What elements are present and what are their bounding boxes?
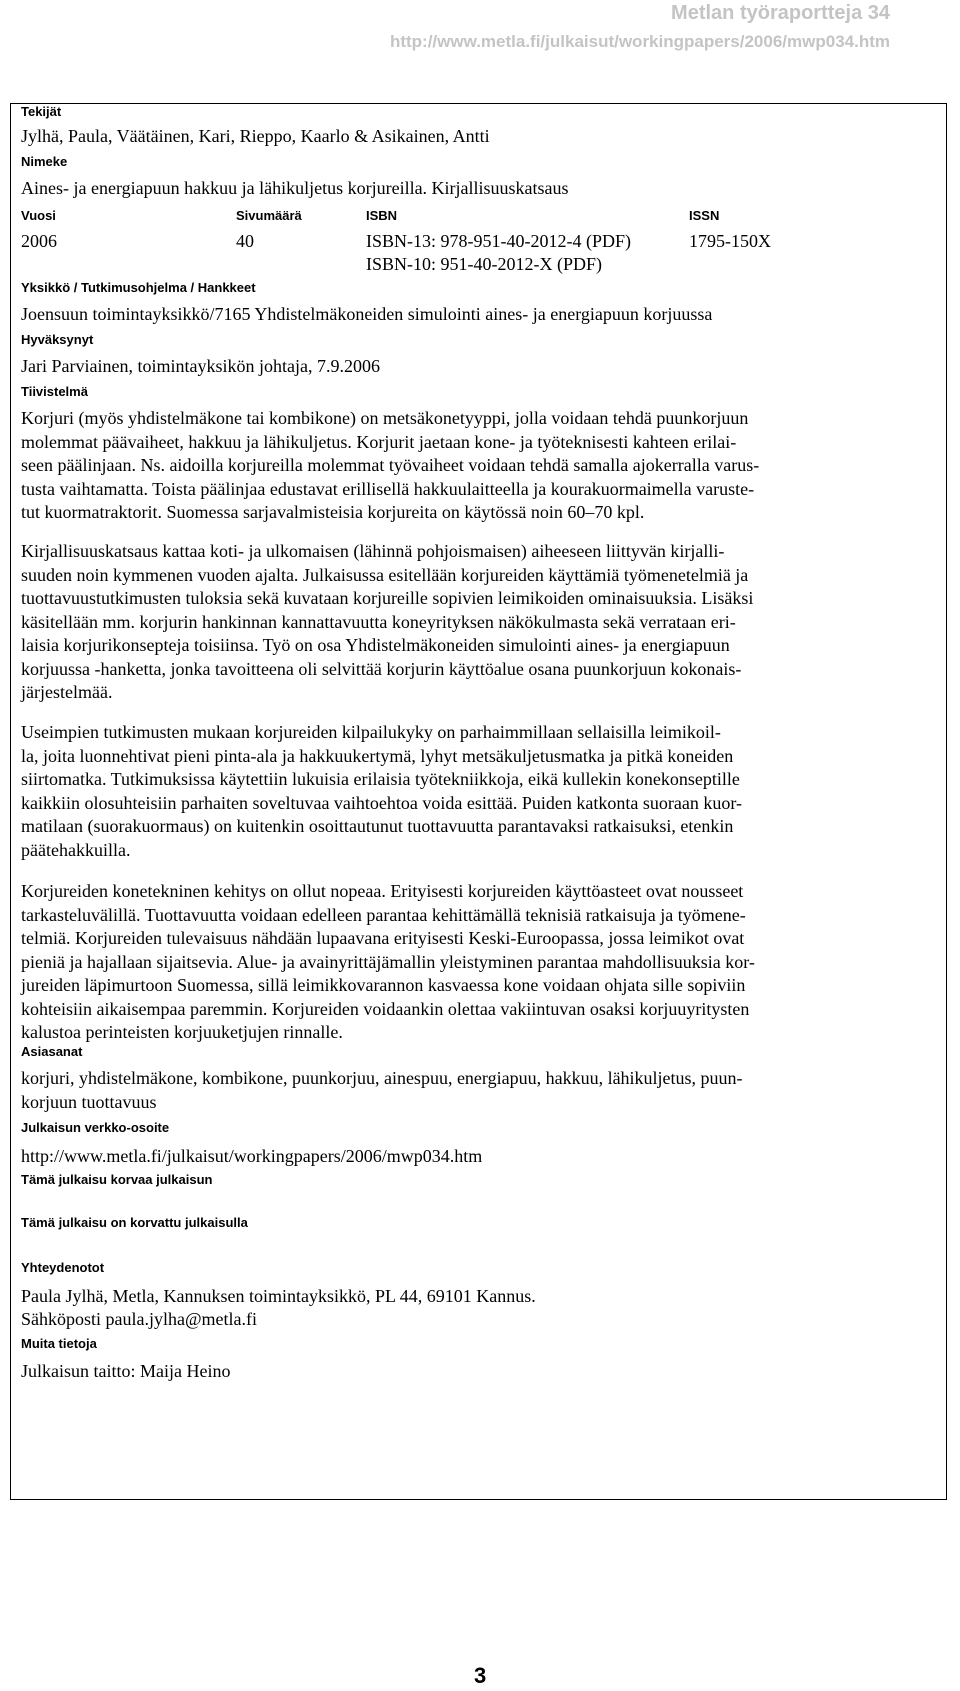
year-label: Vuosi <box>21 208 56 223</box>
isbn-13: ISBN-13: 978-951-40-2012-4 (PDF) <box>366 231 631 251</box>
title-value: Aines- ja energiapuun hakkuu ja lähikuljetus korjureilla. Kirjallisuuskatsaus <box>21 178 569 198</box>
pages-label: Sivumäärä <box>236 208 302 223</box>
web-address-value[interactable]: http://www.metla.fi/julkaisut/workingpapers/2006/mwp034.htm <box>21 1146 483 1166</box>
isbn-label: ISBN <box>366 208 398 223</box>
contact-label: Yhteydenotot <box>21 1260 105 1275</box>
replaced-by-label: Tämä julkaisu on korvattu julkaisulla <box>21 1215 248 1230</box>
approved-value: Jari Parviainen, toimintayksikön johtaja, 7.9.2006 <box>21 356 380 376</box>
issn-value: 1795-150X <box>689 231 771 251</box>
abstract-label: Tiivistelmä <box>21 384 88 399</box>
series-title: Metlan työraportteja 34 <box>671 2 890 24</box>
title-label: Nimeke <box>21 154 68 169</box>
pages-value: 40 <box>236 231 254 251</box>
abstract-paragraph-3: Useimpien tutkimusten mukaan korjureiden kilpailukyky on parhaimmillaan sellaisilla leimikoil- la, joita luonnehtivat pieni pinta-ala ja hakkuukertymä, lyhyt metsäkuljetusmatka ja pitkä koneiden siirtomatka. Tutkimuksissa käytettiin lukuisia erilaisia työtekniikkoja, eikä kullekin konekonseptille kaikkiin olosuhteisiin parhaiten soveltuvaa vaihtoehtoa voida esittää. Puiden katkonta suoraan kuor- matilaan (suorakuormaus) on kuitenkin osoittautunut tuottavuutta parantavaksi ratkaisuksi, etenkin päätehakkuilla. <box>21 722 742 860</box>
approved-label: Hyväksynyt <box>21 332 94 347</box>
year-value: 2006 <box>21 231 57 251</box>
web-address-label: Julkaisun verkko-osoite <box>21 1120 170 1135</box>
abstract-paragraph-1: Korjuri (myös yhdistelmäkone tai kombikone) on metsäkonetyyppi, jolla voidaan tehdä puunkorjuun molemmat päävaiheet, hakkuu ja lähikuljetus. Korjurit jaetaan kone- ja työteknisesti kahteen erilai- seen päälinjaan. Ns. aidoilla korjureilla molemmat työvaiheet voidaan tehdä samalla ajokerralla varus- tusta vaihtamatta. Toista päälinjaa edustavat erillisellä hakkuulaitteella ja kourakuormaimella varuste- tut kuormatraktorit. Suomessa sarjavalmisteisia korjureita on käytössä noin 60–70 kpl. <box>21 408 760 522</box>
abstract-paragraph-4: Korjureiden konetekninen kehitys on ollut nopeaa. Erityisesti korjureiden käyttöasteet ovat nousseet tarkasteluvälillä. Tuottavuutta voidaan edelleen parantaa kehittämällä teknisiä ratkaisuja ja työmene- telmiä. Korjureiden tulevaisuus nähdään lupaavana erityisesti Keski-Euroopassa, jossa leimikot ovat pieniä ja hajallaan sijaitsevia. Alue- ja avainyrittäjämallin yleistyminen parantaa mahdollisuuksia kor- jureiden läpimurtoon Suomessa, sillä leimikkovarannon kasvaessa kone voidaan ohjata sille sopiviin kohteisiin aikaisempaa paremmin. Korjureiden voidaankin olettaa vakiintuvan osaksi korjuuyritysten kalustoa perinteisten korjuuketjujen rinnalle. <box>21 881 755 1042</box>
abstract-paragraph-2: Kirjallisuuskatsaus kattaa koti- ja ulkomaisen (lähinnä pohjoismaisen) aiheeseen liittyvän kirjalli- suuden noin kymmenen vuoden ajalta. Julkaisussa esitellään korjureiden käyttämiä työmenetelmiä ja tuottavuustutkimusten tuloksia sekä kuvataan korjureille sopivien leimikoiden ominaisuuksia. Lisäksi käsitellään mm. korjurin hankinnan kannattavuutta koneyrityksen näkökulmasta sekä verrataan eri- laisia korjurikonsepteja toisiinsa. Työ on osa Yhdistelmäkoneiden simulointi aines- ja energiapuun korjuussa -hanketta, jonka tavoitteena oli selvittää korjurin käyttöalue osana puunkorjuun kokonais- järjestelmää. <box>21 541 754 702</box>
other-info-label: Muita tietoja <box>21 1336 97 1351</box>
authors-label: Tekijät <box>21 104 62 119</box>
page-number: 3 <box>474 1663 487 1688</box>
authors-value: Jylhä, Paula, Väätäinen, Kari, Rieppo, Kaarlo & Asikainen, Antti <box>21 126 490 146</box>
contact-line-2: Sähköposti paula.jylha@metla.fi <box>21 1309 258 1329</box>
unit-value: Joensuun toimintayksikkö/7165 Yhdistelmäkoneiden simulointi aines- ja energiapuun korjuussa <box>21 304 713 324</box>
header-url: http://www.metla.fi/julkaisut/workingpapers/2006/mwp034.htm <box>389 32 890 51</box>
contact-line-1: Paula Jylhä, Metla, Kannuksen toimintayksikkö, PL 44, 69101 Kannus. <box>21 1286 536 1306</box>
unit-label: Yksikkö / Tutkimusohjelma / Hankkeet <box>21 280 256 295</box>
other-info-value: Julkaisun taitto: Maija Heino <box>21 1361 231 1381</box>
issn-label: ISSN <box>689 208 720 223</box>
description-form <box>10 103 947 1500</box>
replaces-label: Tämä julkaisu korvaa julkaisun <box>21 1172 213 1187</box>
keywords-value: korjuri, yhdistelmäkone, kombikone, puunkorjuu, ainespuu, energiapuu, hakkuu, lähikuljetus, puun- korjuun tuottavuus <box>21 1068 743 1112</box>
keywords-label: Asiasanat <box>21 1044 83 1059</box>
isbn-10: ISBN-10: 951-40-2012-X (PDF) <box>366 254 602 274</box>
